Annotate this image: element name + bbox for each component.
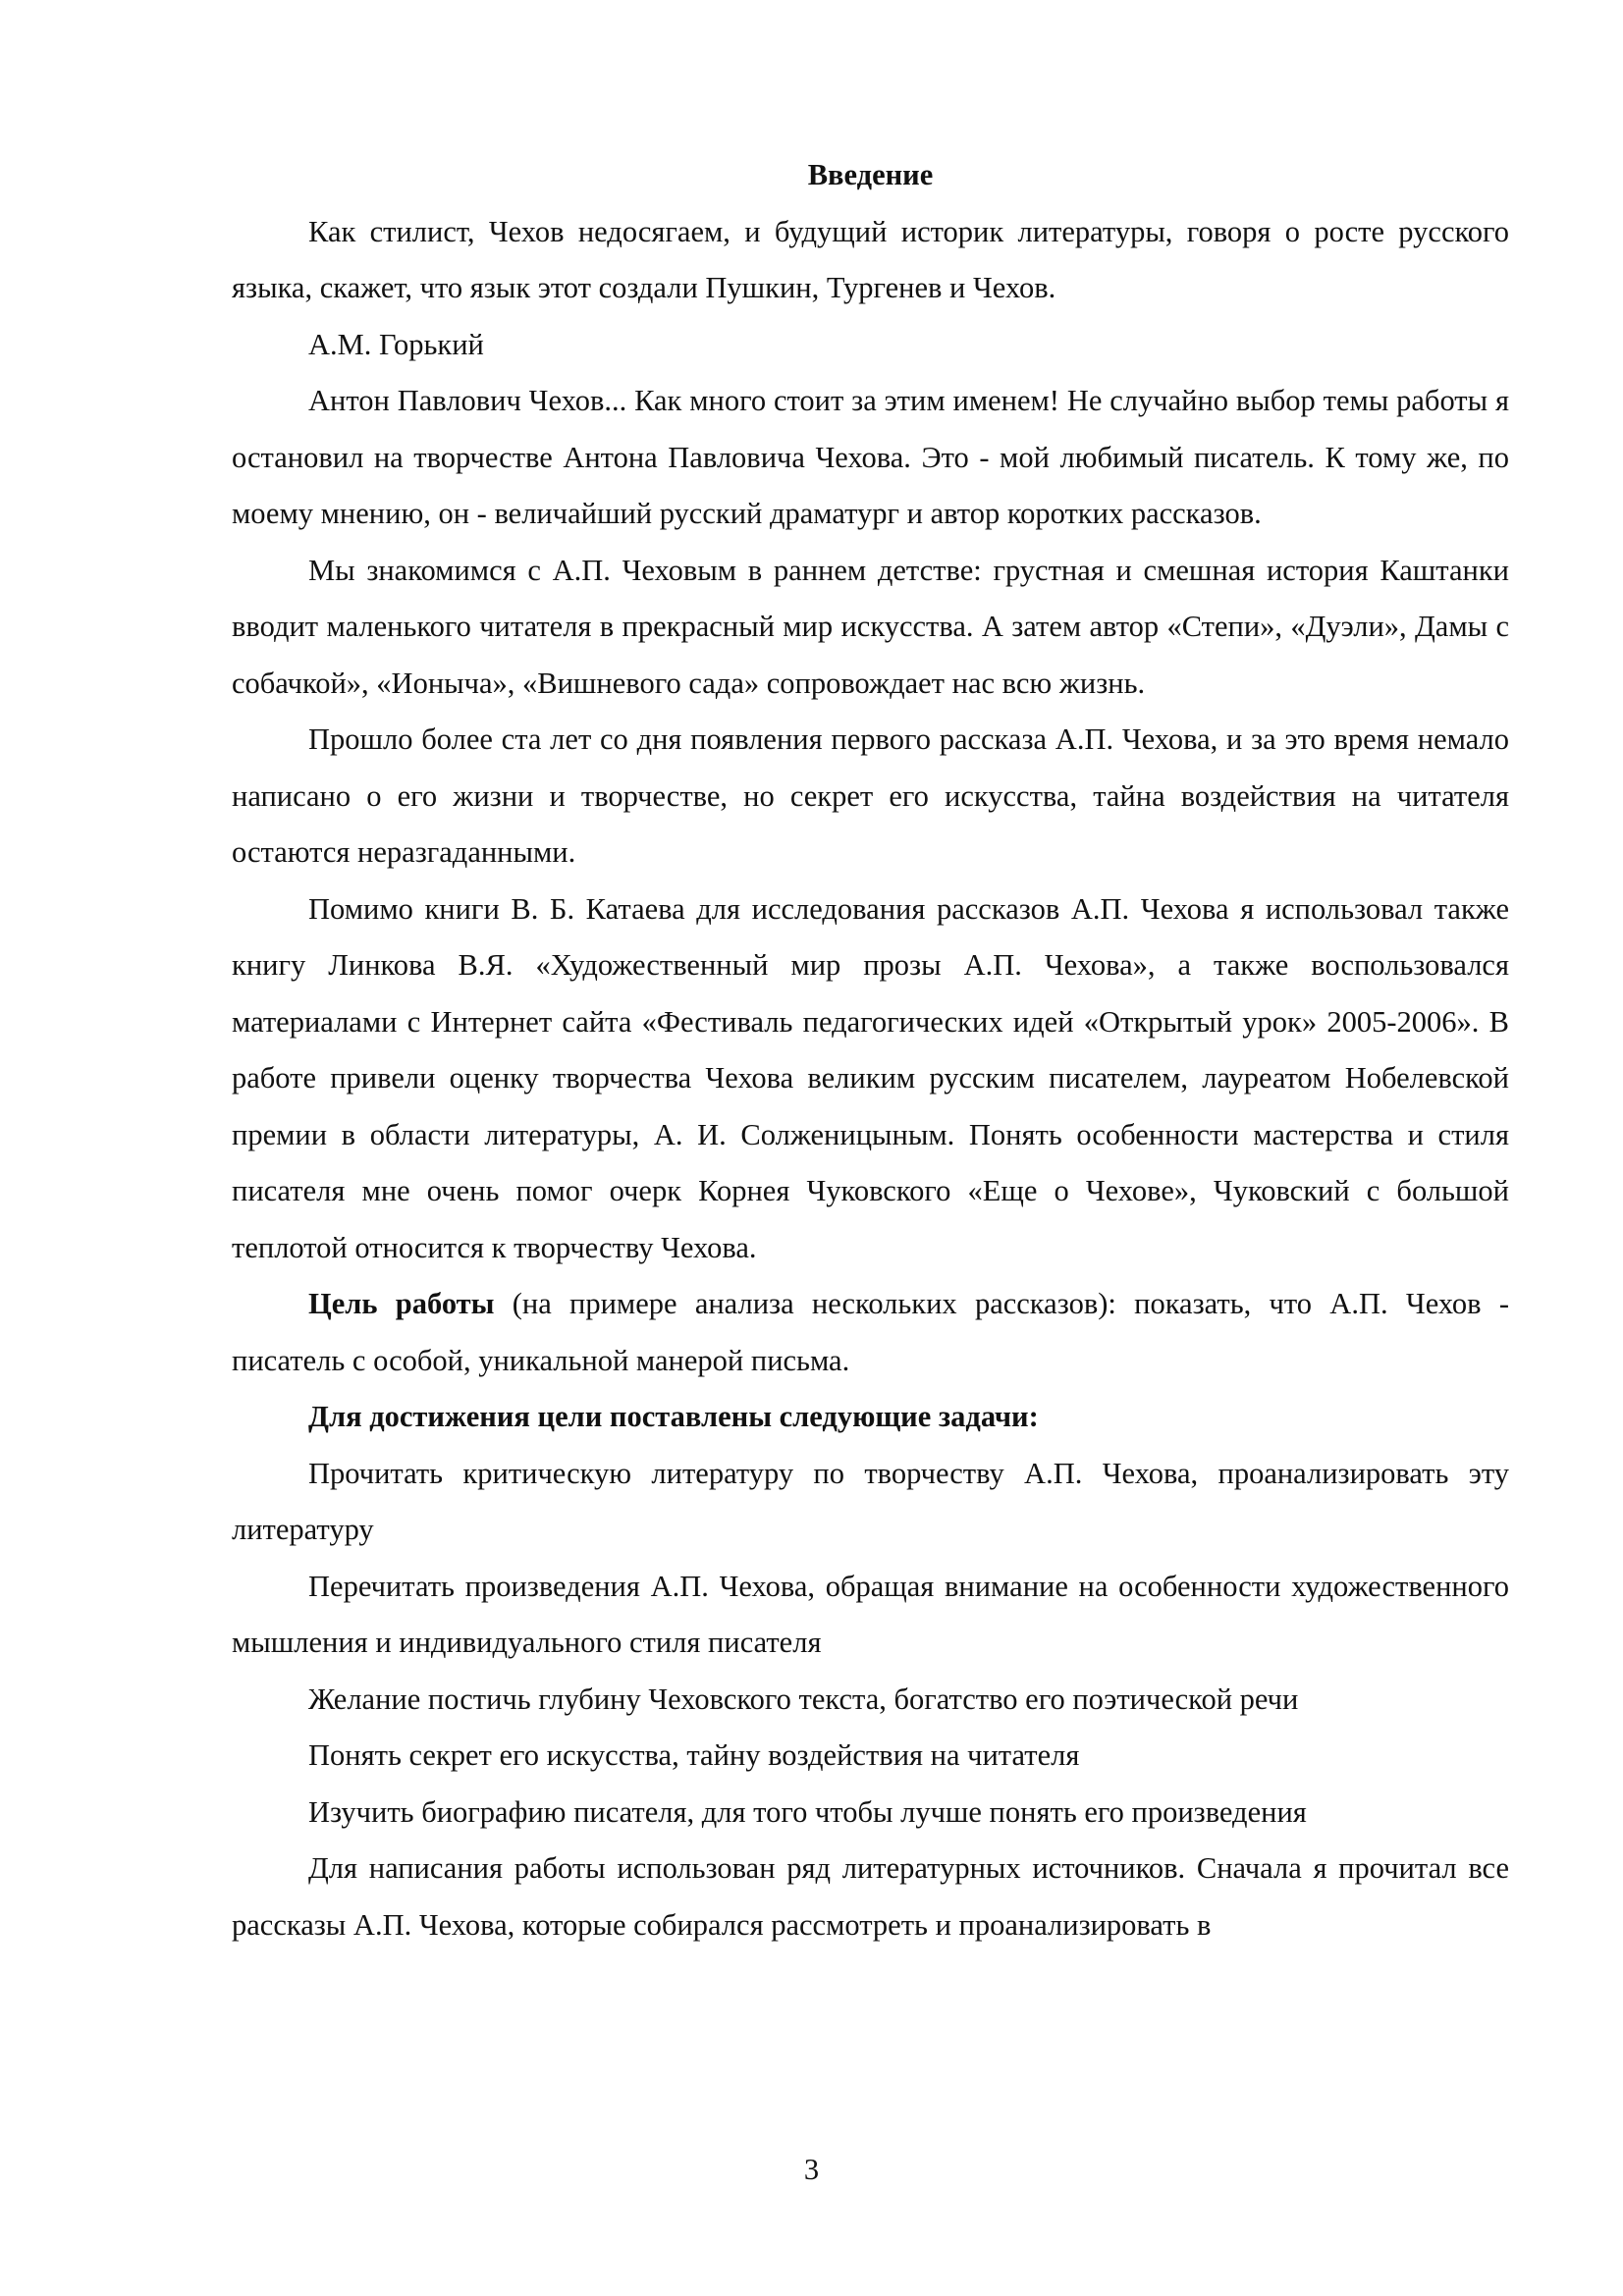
task-item: Желание постичь глубину Чеховского текста, богатство его поэтической речи: [308, 1682, 1299, 1716]
paragraph: Прошло более ста лет со дня появления первого рассказа А.П. Чехова, и за это время немало написано о его жизни и творчестве, но секрет его искусства, тайна воздействия на читателя остаются неразгаданными.: [232, 722, 1509, 869]
task-item: Перечитать произведения А.П. Чехова, обращая внимание на особенности художественного мышления и индивидуального стиля писателя: [232, 1569, 1509, 1659]
paragraph: Помимо книги В. Б. Катаева для исследования рассказов А.П. Чехова я использовал также книгу Линкова В.Я. «Художественный мир прозы А.П. Чехова», а также воспользовался материалами с Интернет сайта «Фестиваль педагогических идей «Открытый урок» 2005-2006». В работе привели оценку творчества Чехова великим русским писателем, лауреатом Нобелевской премии в области литературы, А. И. Солженицыным. Понять особенности мастерства и стиля писателя мне очень помог очерк Корнея Чуковского «Еще о Чехове», Чуковский с большой теплотой относится к творчеству Чехова.: [232, 891, 1509, 1264]
paragraph: Мы знакомимся с А.П. Чеховым в раннем детстве: грустная и смешная история Каштанки вводит маленького читателя в прекрасный мир искусства. А затем автор «Степи», «Дуэли», Дамы с собачкой», «Ионыча», «Вишневого сада» сопровождает нас всю жизнь.: [232, 553, 1509, 700]
goal-text: (на примере анализа нескольких рассказов): показать, что А.П. Чехов - писатель с особой, уникальной манерой письма.: [232, 1287, 1509, 1377]
paragraph: Антон Павлович Чехов... Как много стоит за этим именем! Не случайно выбор темы работы я остановил на творчестве Антона Павловича Чехова. Это - мой любимый писатель. К тому же, по моему мнению, он - величайший русский драматург и автор коротких рассказов.: [232, 384, 1509, 530]
task-item: Понять секрет его искусства, тайну воздействия на читателя: [308, 1738, 1080, 1772]
task-item: Прочитать критическую литературу по творчеству А.П. Чехова, проанализировать эту литературу: [232, 1456, 1509, 1546]
page-number: 3: [803, 2153, 820, 2186]
epigraph-text: Как стилист, Чехов недосягаем, и будущий историк литературы, говоря о росте русского языка, скажет, что язык этот создали Пушкин, Тургенев и Чехов.: [232, 214, 1509, 304]
closing-paragraph: Для написания работы использован ряд литературных источников. Сначала я прочитал все рассказы А.П. Чехова, которые собирался рассмотреть и проанализировать в: [232, 1851, 1509, 1942]
document-body: [232, 147, 1509, 1953]
task-item: Изучить биографию писателя, для того чтобы лучше понять его произведения: [308, 1794, 1307, 1829]
goal-label: Цель работы: [308, 1287, 495, 1320]
section-title: Введение: [807, 158, 934, 191]
epigraph-author: А.М. Горький: [308, 327, 484, 361]
goal-paragraph: [232, 1276, 1509, 1389]
tasks-heading: Для достижения цели поставлены следующие задачи:: [308, 1400, 1039, 1433]
